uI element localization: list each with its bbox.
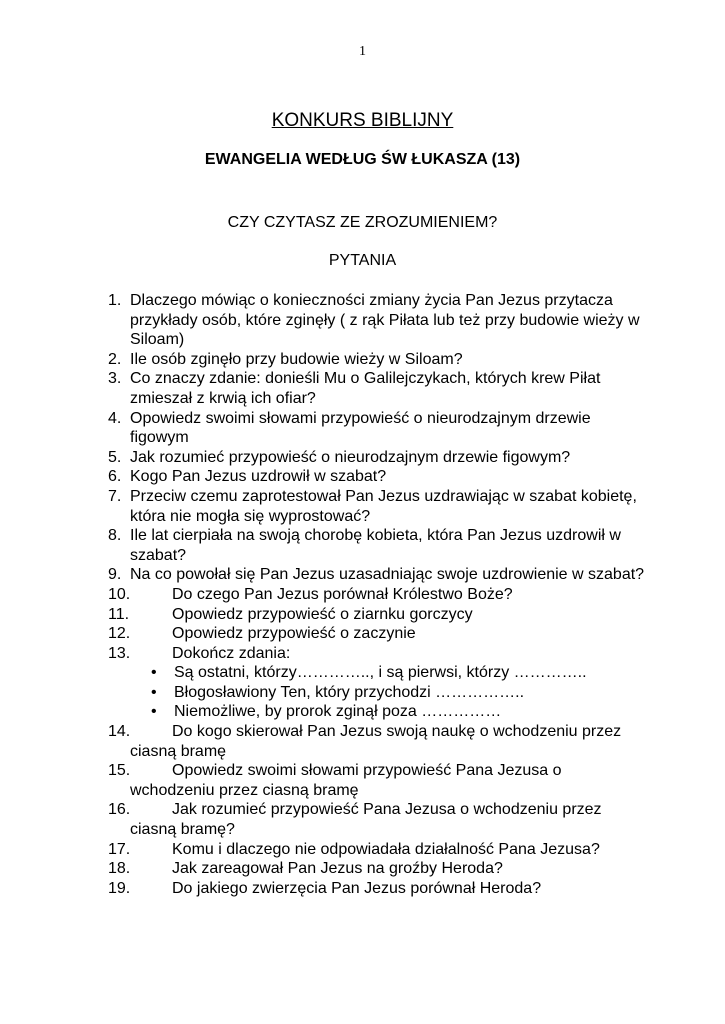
question-text: Opowiedz przypowieść o ziarnku gorczycy: [172, 605, 473, 623]
question-item: [0, 467, 725, 487]
page-number: 1: [359, 44, 366, 59]
question-item: [0, 605, 725, 625]
question-number: 16.: [108, 801, 131, 819]
question-item: [0, 291, 725, 350]
bullet-icon: •: [151, 664, 157, 682]
question-number: 6.: [108, 468, 122, 486]
question-text: Jak rozumieć przypowieść o nieurodzajnym drzewie figowym?: [130, 448, 571, 466]
question-item: [0, 526, 725, 565]
question-number: 19.: [108, 879, 131, 897]
question-item: [0, 879, 725, 899]
question-number: 15.: [108, 762, 131, 780]
question-text: Jak zareagował Pan Jezus na groźby Heroda?: [172, 860, 503, 878]
question-text: Przeciw czemu zaprotestował Pan Jezus uzdrawiając w szabat kobietę, która nie mogła się wyprostować?: [130, 487, 637, 525]
question-number: 13.: [108, 644, 131, 662]
question-item: [0, 761, 725, 800]
question-item: [0, 859, 725, 879]
question-number: 5.: [108, 448, 122, 466]
sentence-list-container: [0, 663, 725, 722]
question-number: 7.: [108, 487, 122, 505]
question-number: 3.: [108, 370, 122, 388]
document-subtitle: EWANGELIA WEDŁUG ŚW ŁUKASZA (13): [204, 151, 521, 168]
bullet-icon: •: [151, 683, 157, 701]
question-text: Opowiedz swoimi słowami przypowieść Pana Jezusa o wchodzeniu przez ciasną bramę: [130, 762, 562, 799]
question-text: Opowiedz swoimi słowami przypowieść o nieurodzajnym drzewie figowym: [130, 409, 591, 447]
question-number: 1.: [108, 292, 122, 309]
question-number: 9.: [108, 566, 122, 584]
question-item: [0, 448, 725, 468]
question-text: Do jakiego zwierzęcia Pan Jezus porównał Heroda?: [172, 879, 542, 897]
questions-list: [0, 291, 725, 898]
question-number: 10.: [108, 585, 131, 603]
question-text: Co znaczy zdanie: donieśli Mu o Galilejczykach, których krew Piłat zmieszał z krwią ich ofiar?: [130, 370, 601, 407]
question-text: Dokończ zdania:: [172, 644, 291, 662]
question-text: Na co powołał się Pan Jezus uzasadniając swoje uzdrowienie w szabat?: [130, 566, 645, 584]
question-text: Ile osób zginęło przy budowie wieży w Siloam?: [130, 350, 463, 368]
question-item: [0, 565, 725, 585]
sentence-item: [0, 683, 725, 703]
sentence-item: [0, 663, 725, 683]
question-item: [0, 409, 725, 448]
question-item: [0, 840, 725, 860]
question-number: 18.: [108, 860, 131, 878]
question-number: 4.: [108, 409, 122, 427]
question-number: 14.: [108, 723, 131, 741]
question-text: Ile lat cierpiała na swoją chorobę kobieta, która Pan Jezus uzdrowił w szabat?: [130, 527, 621, 564]
question-text: Jak rozumieć przypowieść Pana Jezusa o wchodzeniu przez ciasną bramę?: [130, 801, 602, 839]
sentence-text: Są ostatni, którzy………….., i są pierwsi, którzy …………..: [174, 664, 587, 682]
question-number: 2.: [108, 350, 122, 368]
question-item: [0, 487, 725, 526]
question-item: [0, 350, 725, 370]
sentence-text: Niemożliwe, by prorok zginął poza ……………: [174, 703, 502, 721]
question-text: Kogo Pan Jezus uzdrowił w szabat?: [130, 468, 387, 486]
question-item: [0, 369, 725, 408]
question-item: [0, 644, 725, 664]
question-item: [0, 585, 725, 605]
question-text: Opowiedz przypowieść o zaczynie: [172, 625, 416, 643]
question-number: 11.: [108, 605, 130, 623]
sentence-item: [0, 702, 725, 722]
question-text: Do kogo skierował Pan Jezus swoją naukę o wchodzeniu przez ciasną bramę: [130, 723, 622, 760]
question-number: 12.: [108, 625, 131, 643]
question-item: [0, 624, 725, 644]
question-item: [0, 800, 725, 839]
question-text: Komu i dlaczego nie odpowiadała działalność Pana Jezusa?: [172, 840, 600, 858]
question-number: 17.: [108, 840, 131, 858]
question-text: Do czego Pan Jezus porównał Królestwo Boże?: [172, 585, 513, 603]
section-heading-question: CZY CZYTASZ ZE ZROZUMIENIEM?: [227, 214, 498, 231]
bullet-icon: •: [151, 703, 157, 721]
sentence-list: [0, 663, 725, 722]
question-text: Dlaczego mówiąc o konieczności zmiany życia Pan Jezus przytacza przykłady osób, które zginęły ( z rąk Piłata lub też przy budowie wieży w Siloam): [130, 292, 640, 349]
question-item: [0, 722, 725, 761]
document-title: KONKURS BIBLIJNY: [271, 110, 454, 131]
sentence-text: Błogosławiony Ten, który przychodzi ……………..: [174, 683, 525, 701]
question-number: 8.: [108, 527, 122, 545]
section-heading-pytania: PYTANIA: [328, 252, 397, 269]
